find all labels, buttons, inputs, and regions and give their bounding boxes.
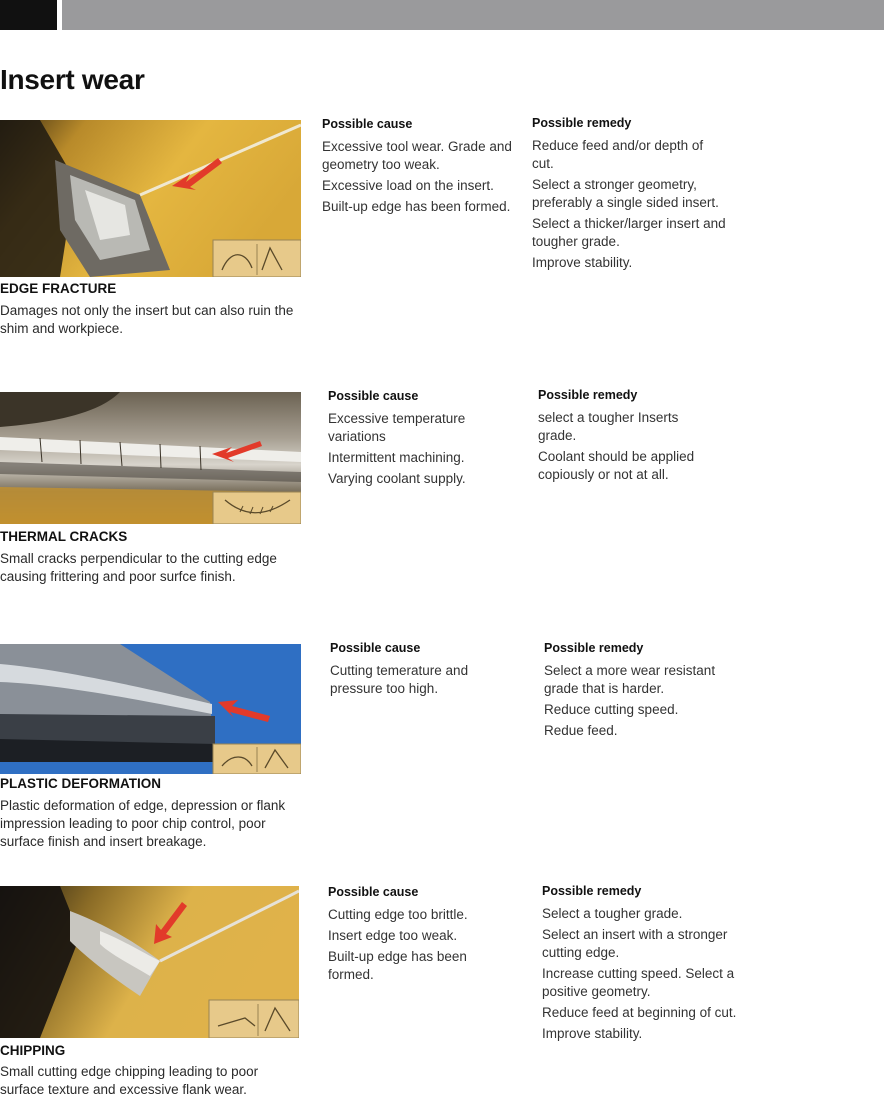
remedy-heading: Possible remedy — [532, 116, 632, 130]
header-block — [0, 0, 57, 30]
cause-heading: Possible cause — [328, 885, 419, 899]
cause-item: Varying coolant supply. — [328, 471, 466, 486]
wear-description: Damages not only the insert but can also ruin the shim and workpiece. — [0, 303, 294, 336]
wear-description: Small cutting edge chipping leading to poor surface texture and excessive flank wear. — [0, 1064, 259, 1097]
plastic-deformation-photo — [0, 644, 301, 774]
cause-item: Excessive temperature variations — [328, 411, 466, 444]
wear-title: EDGE FRACTURE — [0, 281, 117, 296]
remedy-item: select a tougher Inserts grade. — [538, 410, 679, 443]
cause-heading: Possible cause — [322, 117, 413, 131]
remedy-item: Select an insert with a stronger cutting edge. — [542, 927, 728, 960]
header-bar — [62, 0, 884, 30]
possible-cause-column — [330, 641, 490, 701]
thermal-cracks-photo — [0, 392, 301, 524]
possible-remedy-column — [538, 388, 718, 487]
cause-heading: Possible cause — [328, 389, 419, 403]
remedy-item: Select a more wear resistant grade that is harder. — [544, 663, 716, 696]
cause-item: Built-up edge has been formed. — [322, 199, 511, 214]
cause-item: Insert edge too weak. — [328, 928, 458, 943]
remedy-item: Select a stronger geometry, preferably a single sided insert. — [532, 177, 719, 210]
cause-item: Intermittent machining. — [328, 450, 465, 465]
remedy-item: Select a thicker/larger insert and tougher grade. — [532, 216, 726, 249]
cause-item: Excessive load on the insert. — [322, 178, 494, 193]
remedy-heading: Possible remedy — [538, 388, 638, 402]
remedy-item: Redue feed. — [544, 723, 618, 738]
wear-description: Plastic deformation of edge, depression or flank impression leading to poor chip control, poor surface finish and insert breakage. — [0, 798, 286, 849]
chipping-photo — [0, 886, 299, 1038]
remedy-item: Improve stability. — [542, 1026, 643, 1041]
remedy-item: Reduce feed at beginning of cut. — [542, 1005, 737, 1020]
remedy-heading: Possible remedy — [544, 641, 644, 655]
remedy-item: Reduce cutting speed. — [544, 702, 679, 717]
possible-remedy-column — [544, 641, 739, 743]
cause-item: Excessive tool wear. Grade and geometry too weak. — [322, 139, 512, 172]
wear-title: CHIPPING — [0, 1043, 66, 1058]
possible-cause-column — [328, 389, 518, 491]
cause-item: Built-up edge has been formed. — [328, 949, 467, 982]
wear-title: PLASTIC DEFORMATION — [0, 776, 161, 791]
cause-item: Cutting edge too brittle. — [328, 907, 468, 922]
possible-cause-column — [322, 117, 512, 219]
remedy-item: Improve stability. — [532, 255, 633, 270]
possible-cause-column — [328, 885, 488, 987]
edge-fracture-photo — [0, 120, 301, 277]
cause-item: Cutting temerature and pressure too high. — [330, 663, 469, 696]
remedy-heading: Possible remedy — [542, 884, 642, 898]
wear-description: Small cracks perpendicular to the cutting edge causing frittering and poor surfce finish. — [0, 551, 277, 584]
remedy-item: Coolant should be applied copiously or not at all. — [538, 449, 695, 482]
remedy-item: Select a tougher grade. — [542, 906, 683, 921]
possible-remedy-column — [542, 884, 742, 1046]
possible-remedy-column — [532, 116, 727, 275]
wear-title: THERMAL CRACKS — [0, 529, 128, 544]
cause-heading: Possible cause — [330, 641, 421, 655]
remedy-item: Reduce feed and/or depth of cut. — [532, 138, 704, 171]
page-title: Insert wear — [0, 64, 145, 95]
remedy-item: Increase cutting speed. Select a positive geometry. — [542, 966, 735, 999]
